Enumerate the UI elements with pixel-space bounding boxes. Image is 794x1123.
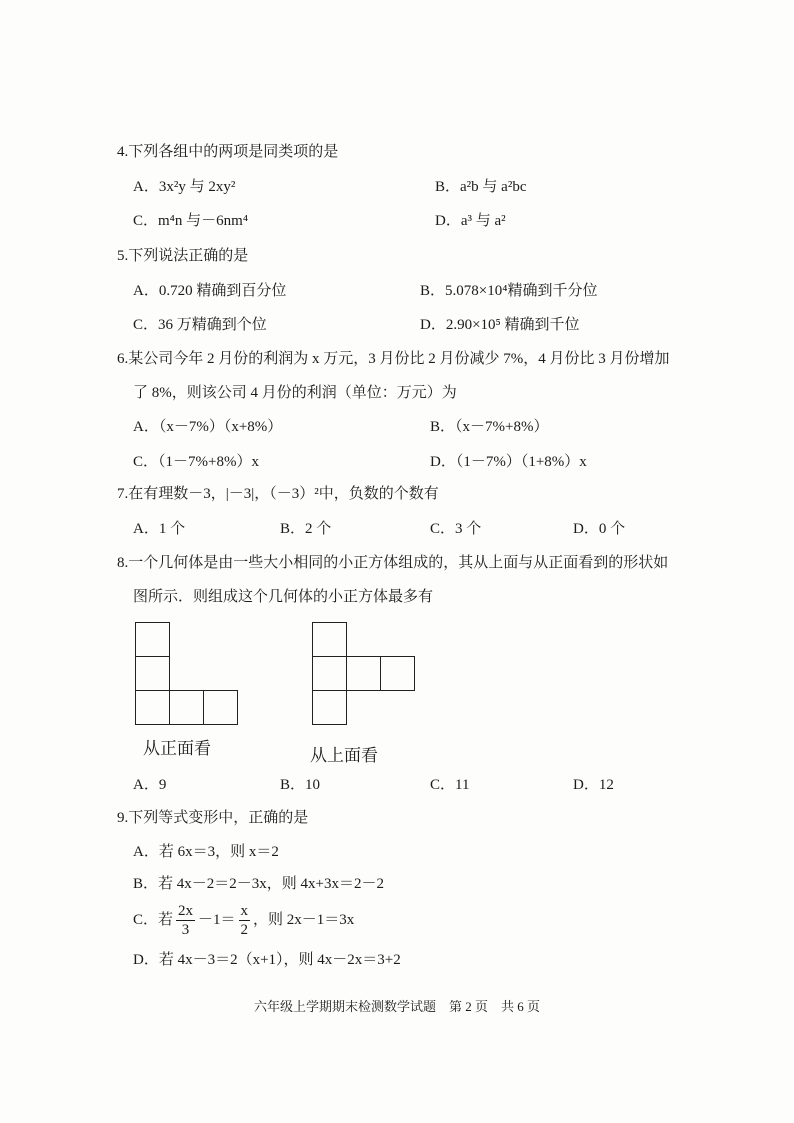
fraction-two-x-over-three <box>176 902 195 939</box>
q6-option-d: D．（1－7%）（1+8%）x <box>430 454 587 470</box>
fraction-denominator: 3 <box>181 921 190 938</box>
q8-option-d: D．12 <box>573 777 614 793</box>
q6-option-a: A．（x－7%）（x+8%） <box>133 419 283 435</box>
q4-option-b: B．a²b 与 a²bc <box>435 179 527 195</box>
fraction-numerator: 2x <box>178 902 194 919</box>
q6-option-b: B．（x－7%+8%） <box>430 419 549 435</box>
top-view-cube-cell <box>312 656 347 691</box>
front-view-cube-cell <box>135 622 170 657</box>
q4-stem: 4.下列各组中的两项是同类项的是 <box>117 144 339 160</box>
top-view-cube-cell <box>312 622 347 657</box>
fraction-denominator: 2 <box>240 921 249 938</box>
q8-stem-line1: 8.一个几何体是由一些大小相同的小正方体组成的，其从上面与从正面看到的形状如 <box>117 555 669 571</box>
q7-option-a: A．1 个 <box>133 521 186 537</box>
q8-stem-line2: 图所示．则组成这个几何体的小正方体最多有 <box>133 589 434 605</box>
q8-option-c: C．11 <box>430 777 470 793</box>
q4-option-a: A．3x²y 与 2xy² <box>133 179 236 195</box>
q7-option-d: D．0 个 <box>573 521 626 537</box>
top-view-cube-cell <box>346 656 381 691</box>
q6-stem-line1: 6.某公司今年 2 月份的利润为 x 万元，3 月份比 2 月份减少 7%，4 月份比 3 月份增加 <box>117 351 670 367</box>
q9-option-c-suffix: ，则 2x－1＝3x <box>253 912 355 928</box>
fraction-numerator: x <box>240 902 249 919</box>
top-view-cube-cell <box>380 656 415 691</box>
top-view-cube-cell <box>312 690 347 725</box>
q6-option-c: C．（1－7%+8%）x <box>133 454 259 470</box>
page-footer: 六年级上学期期末检测数学试题 第 2 页 共 6 页 <box>253 999 540 1014</box>
q5-option-d: D．2.90×10⁵ 精确到千位 <box>420 317 580 333</box>
q5-option-c: C．36 万精确到个位 <box>133 317 267 333</box>
q4-option-c: C．m⁴n 与－6nm⁴ <box>133 213 249 229</box>
fraction-x-over-two <box>239 902 251 939</box>
q9-option-c-middle: －1＝ <box>198 912 236 928</box>
q9-option-d: D．若 4x－3＝2（x+1），则 4x－2x＝3+2 <box>133 952 401 968</box>
q9-option-c <box>133 900 354 940</box>
q9-option-b: B．若 4x－2＝2－3x，则 4x+3x＝2－2 <box>133 876 384 892</box>
q7-stem: 7.在有理数－3，|－3|，（－3）²中，负数的个数有 <box>117 486 439 502</box>
q5-option-a: A．0.720 精确到百分位 <box>133 283 287 299</box>
front-view-label: 从正面看 <box>143 739 211 758</box>
q9-option-a: A．若 6x＝3，则 x＝2 <box>133 844 279 860</box>
q6-stem-line2: 了 8%，则该公司 4 月份的利润（单位：万元）为 <box>133 385 457 401</box>
q9-option-c-prefix: C．若 <box>133 912 174 928</box>
q9-stem: 9.下列等式变形中，正确的是 <box>117 810 309 826</box>
q4-option-d: D．a³ 与 a² <box>435 213 506 229</box>
front-view-cube-cell <box>135 690 170 725</box>
q8-option-b: B．10 <box>280 777 321 793</box>
top-view-label: 从上面看 <box>310 746 378 765</box>
q8-option-a: A．9 <box>133 777 167 793</box>
q5-option-b: B．5.078×10⁴精确到千分位 <box>420 283 598 299</box>
q7-option-c: C．3 个 <box>430 521 482 537</box>
front-view-cube-cell <box>203 690 238 725</box>
q5-stem: 5.下列说法正确的是 <box>117 248 249 264</box>
front-view-cube-cell <box>169 690 204 725</box>
front-view-cube-cell <box>135 656 170 691</box>
q7-option-b: B．2 个 <box>280 521 332 537</box>
